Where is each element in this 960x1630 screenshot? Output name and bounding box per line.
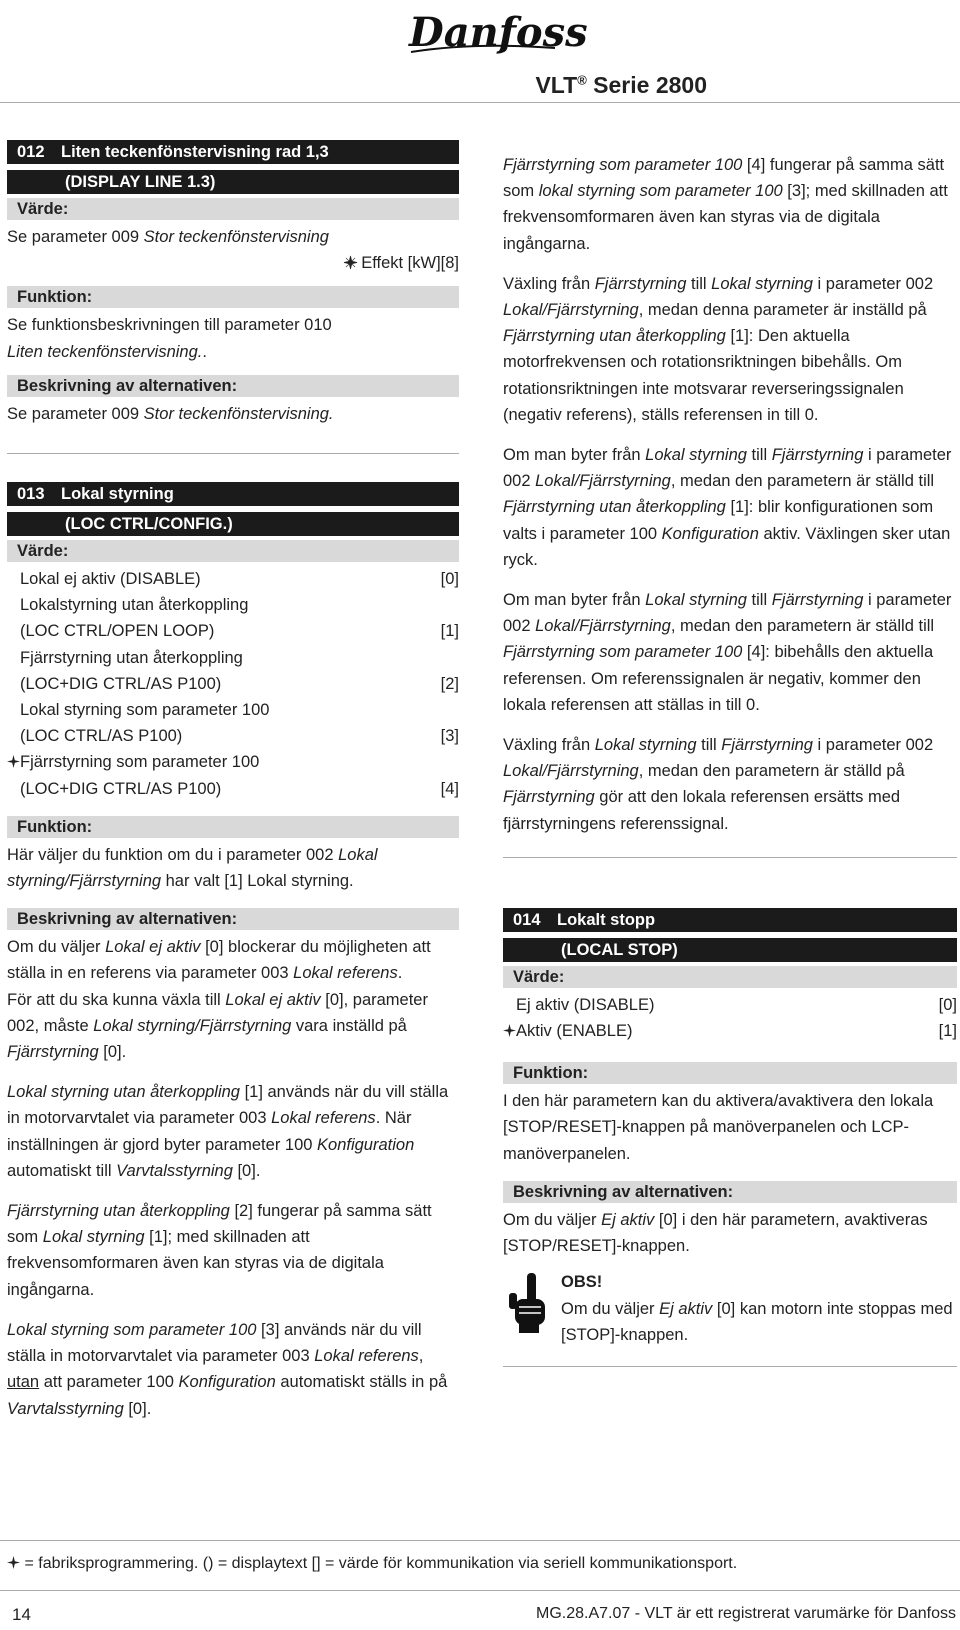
star-icon <box>7 755 20 768</box>
option-row: Lokalstyrning utan återkoppling <box>20 596 249 615</box>
param-012-title: 012 Liten teckenfönstervisning rad 1,3 <box>7 140 459 164</box>
note-text: Om du väljer Ej aktiv [0] kan motorn inte stoppas med [STOP]-knappen. <box>561 1299 953 1344</box>
param-012-value-text: Se parameter 009 Stor teckenfönstervisning <box>7 228 329 246</box>
option-row: (LOC+DIG CTRL/AS P100) [4] <box>20 779 459 798</box>
param-014-function-text: I den här parametern kan du aktivera/avaktivera den lokala [STOP/RESET]-knappen på manöverpanelen och LCP-manöverpanelen. <box>503 1092 934 1163</box>
param-013-para7: Om man byter från Lokal styrning till Fjärrstyrning i parameter 002 Lokal/Fjärrstyrning, medan den parametern är ställd till Fjärrstyrning utan återkoppling [1]: blir konfigurationen som valts i parameter 100 Konfiguration aktiv. Växlingen sker utan ryck. <box>503 446 952 569</box>
option-row: Fjärrstyrning utan återkoppling <box>20 648 243 667</box>
param-012-desc-text: Se parameter 009 Stor teckenfönstervisning. <box>7 404 334 423</box>
param-013-para2: Lokal styrning utan återkoppling [1] används när du vill ställa in motorvarvtalet via parameter 003 Lokal referens. När inställningen är gjord byter parameter 100 Konfiguration automatiskt till Varvtalsstyrning [0]. <box>7 1083 449 1180</box>
param-012-value-label: Värde: <box>7 198 459 220</box>
param-013-title: 013 Lokal styrning <box>7 482 459 506</box>
param-012-subtitle: (DISPLAY LINE 1.3) <box>7 170 459 194</box>
param-013-function-text: Här väljer du funktion om du i parameter 002 Lokal styrning/Fjärrstyrning har valt [1] Lokal styrning. <box>7 845 378 891</box>
param-012-function-label: Funktion: <box>7 286 459 308</box>
option-row: Lokal styrning som parameter 100 <box>20 701 270 720</box>
param-014-function-label: Funktion: <box>503 1062 957 1084</box>
option-row: Lokal ej aktiv (DISABLE) [0] <box>20 570 459 589</box>
param-014-value-label: Värde: <box>503 966 957 988</box>
header-rule <box>0 102 960 103</box>
param-013-para9: Växling från Lokal styrning till Fjärrstyrning i parameter 002 Lokal/Fjärrstyrning, medan den parametern är ställd på Fjärrstyrning gör att den lokala referensen ersätts med fjärrstyrningens referenssignal. <box>503 736 934 833</box>
option-row-default: Fjärrstyrning som parameter 100 <box>7 749 459 775</box>
option-row: (LOC+DIG CTRL/AS P100) [2] <box>20 674 459 693</box>
param-012-desc-label: Beskrivning av alternativen: <box>7 375 459 397</box>
page-number: 14 <box>12 1605 31 1624</box>
series-title: VLT® Serie 2800 <box>535 72 707 98</box>
param-013-para3: Fjärrstyrning utan återkoppling [2] fungerar på samma sätt som Lokal styrning [1]; med skillnaden att frekvensomformaren även kan styras via de digitala ingångarna. <box>7 1202 432 1299</box>
param-012-default: Effekt [kW][8] <box>7 250 459 276</box>
param-013-para4: Lokal styrning som parameter 100 [3] används när du vill ställa in motorvarvtalet via parameter 003 Lokal referens, utan att parameter 100 Konfiguration automatiskt ställs in på Varvtalsstyrning [0]. <box>7 1320 448 1418</box>
star-icon <box>503 1024 516 1037</box>
svg-text:Danfoss: Danfoss <box>409 9 588 56</box>
option-row: Ej aktiv (DISABLE) [0] <box>516 995 957 1014</box>
note-title: OBS! <box>561 1273 603 1292</box>
param-013-para8: Om man byter från Lokal styrning till Fjärrstyrning i parameter 002 Lokal/Fjärrstyrning, medan den parametern är ställd till Fjärrstyrning som parameter 100 [4]: bibehålls den aktuella referensen. Om referenssignalen är negativ, kommer den lokala referensen att ställas in till 0. <box>503 591 952 714</box>
param-014-desc-label: Beskrivning av alternativen: <box>503 1181 957 1203</box>
param-014-subtitle: (LOCAL STOP) <box>503 938 957 962</box>
param-013-para1: Om du väljer Lokal ej aktiv [0] blockerar du möjligheten att ställa in en referens via parameter 003 Lokal referens. För att du ska kunna växla till Lokal ej aktiv [0], parameter 002, måste Lokal styrning/Fjärrstyrning vara inställd på Fjärrstyrning [0]. <box>7 938 431 1062</box>
option-row: (LOC CTRL/AS P100) [3] <box>20 727 459 746</box>
param-013-desc-label: Beskrivning av alternativen: <box>7 908 459 930</box>
left-column <box>7 140 459 1422</box>
param-014-title: 014 Lokalt stopp <box>503 908 957 932</box>
footer-legend: = fabriksprogrammering. () = displaytext [] = värde för kommunikation via seriell kommunikationsport. <box>7 1555 737 1573</box>
footer-rule <box>0 1540 960 1541</box>
footer-rule-bottom <box>0 1590 960 1591</box>
option-row-default: Aktiv (ENABLE) [1] <box>503 1018 957 1044</box>
param-012-function-text: Se funktionsbeskrivningen till parameter 010 Liten teckenfönstervisning.. <box>7 316 332 361</box>
danfoss-logo <box>405 2 588 64</box>
star-icon <box>344 256 357 269</box>
trademark-note: MG.28.A7.07 - VLT är ett registrerat varumärke för Danfoss <box>535 1605 956 1622</box>
param-014-desc-text: Om du väljer Ej aktiv [0] i den här parametern, avaktiveras [STOP/RESET]-knappen. <box>503 1210 928 1256</box>
option-row: (LOC CTRL/OPEN LOOP) [1] <box>20 622 459 641</box>
param-013-value-label: Värde: <box>7 540 459 562</box>
param-013-function-label: Funktion: <box>7 816 459 838</box>
right-column <box>503 152 957 1367</box>
param-013-subtitle: (LOC CTRL/CONFIG.) <box>7 512 459 536</box>
section-divider <box>503 1366 957 1367</box>
note-box <box>503 1269 957 1348</box>
hand-icon <box>505 1273 547 1333</box>
star-icon <box>7 1556 20 1569</box>
param-013-para6: Växling från Fjärrstyrning till Lokal styrning i parameter 002 Lokal/Fjärrstyrning, medan denna parameter är inställd på Fjärrstyrning utan återkoppling [1]: Den aktuella motorfrekvensen och rotationsriktningen bibehålls. Om rotationsriktningen inte motsvarar reverseringssignalen (negativ referens), ställs referensen in till 0. <box>503 274 934 424</box>
param-013-para5: Fjärrstyrning som parameter 100 [4] fungerar på samma sätt som lokal styrning som parameter 100 [3]; med skillnaden att frekvensomformaren även kan styras via de digitala ingångarna. <box>503 156 948 253</box>
